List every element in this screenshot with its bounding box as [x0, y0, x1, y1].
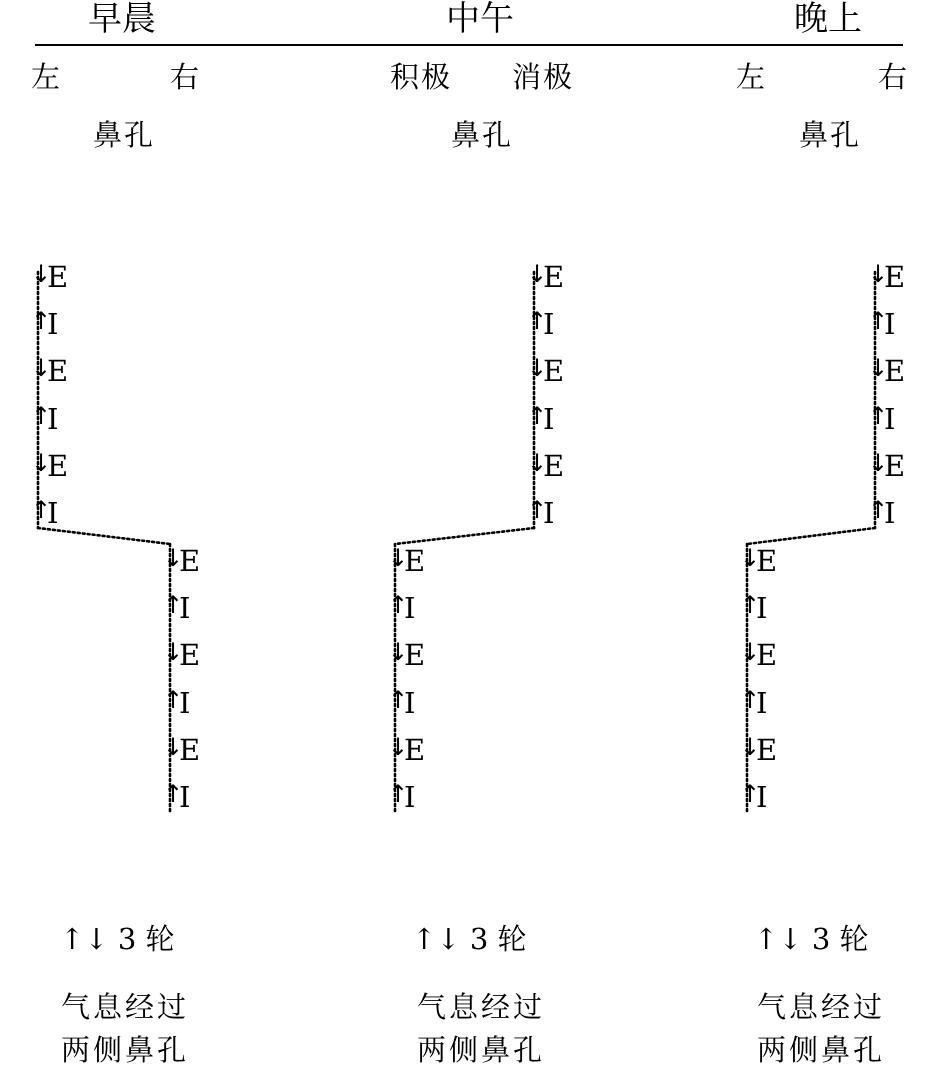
evening-upper-step-5-label: I — [884, 496, 896, 530]
morning-upper-step-3-arrow: ↑ — [31, 401, 52, 430]
evening-upper-step-3-label: I — [884, 401, 896, 436]
morning-right-label: 右 — [170, 60, 200, 94]
evening-lower-step-0-label: E — [756, 544, 778, 578]
evening-upper-step-2-arrow: ↓ — [868, 354, 889, 383]
morning-nostril-label: 鼻孔 — [93, 118, 156, 152]
noon-upper-step-1-arrow: ↑ — [527, 307, 548, 336]
morning-lower-step-1-label: I — [179, 591, 191, 626]
noon-lower-step-3-label: I — [404, 685, 416, 720]
evening-rounds: ↑↓ 3 轮 — [754, 922, 869, 956]
morning-lower-step-5-label: I — [179, 780, 191, 814]
evening-lower-step-5-arrow: ↑ — [740, 780, 761, 808]
morning-lower-step-0-arrow: ↓ — [163, 544, 184, 572]
noon-passive-label: 消极 — [512, 60, 575, 94]
noon-crossover — [395, 528, 534, 544]
morning-lower-step-0-label: E — [179, 544, 201, 578]
morning-lower-step-3-arrow: ↑ — [163, 685, 184, 714]
title-noon: 中午 — [446, 0, 514, 39]
evening-lower-step-4-label: E — [756, 732, 778, 767]
noon-rounds: ↑↓ 3 轮 — [412, 922, 527, 956]
evening-crossover — [747, 528, 875, 544]
morning-lower-step-4-label: E — [179, 732, 201, 767]
evening-lower-step-3-arrow: ↑ — [740, 685, 761, 714]
evening-upper-step-0-label: E — [884, 260, 906, 294]
noon-note-line1: 气息经过 — [417, 990, 546, 1024]
evening-note-line1: 气息经过 — [757, 990, 886, 1024]
noon-upper-step-4-arrow: ↓ — [527, 448, 548, 477]
noon-active-label: 积极 — [390, 60, 453, 94]
noon-upper-step-3-arrow: ↑ — [527, 401, 548, 430]
evening-lower-step-4-arrow: ↓ — [740, 732, 761, 761]
noon-upper-step-4-label: E — [543, 448, 565, 483]
noon-lower-step-2-arrow: ↓ — [388, 638, 409, 667]
noon-lower-step-0-arrow: ↓ — [388, 544, 409, 572]
evening-left-label: 左 — [736, 60, 766, 94]
evening-upper-step-1-arrow: ↑ — [868, 307, 889, 336]
morning-lower-step-3-label: I — [179, 685, 191, 720]
morning-left-label: 左 — [31, 60, 61, 94]
noon-upper-step-5-label: I — [543, 496, 555, 530]
evening-lower-step-1-arrow: ↑ — [740, 591, 761, 620]
evening-lower-step-3-label: I — [756, 685, 768, 720]
morning-lower-step-5-arrow: ↑ — [163, 780, 184, 808]
morning-upper-step-3-label: I — [47, 401, 59, 436]
noon-upper-step-3-label: I — [543, 401, 555, 436]
morning-upper-step-0-label: E — [47, 260, 69, 294]
noon-lower-step-3-arrow: ↑ — [388, 685, 409, 714]
evening-upper-step-3-arrow: ↑ — [868, 401, 889, 430]
noon-nostril-label: 鼻孔 — [451, 118, 514, 152]
morning-upper-step-2-label: E — [47, 354, 69, 389]
morning-upper-step-4-arrow: ↓ — [31, 448, 52, 477]
morning-note-line1: 气息经过 — [61, 990, 190, 1024]
noon-upper-step-0-arrow: ↓ — [527, 260, 548, 288]
noon-upper-step-2-arrow: ↓ — [527, 354, 548, 383]
evening-upper-step-4-label: E — [884, 448, 906, 483]
evening-lower-step-5-label: I — [756, 780, 768, 814]
evening-lower-step-2-arrow: ↓ — [740, 638, 761, 667]
evening-upper-step-5-arrow: ↑ — [868, 496, 889, 524]
noon-lower-step-5-arrow: ↑ — [388, 780, 409, 808]
morning-upper-step-2-arrow: ↓ — [31, 354, 52, 383]
morning-upper-step-1-label: I — [47, 307, 59, 342]
noon-lower-step-1-arrow: ↑ — [388, 591, 409, 620]
evening-upper-step-4-arrow: ↓ — [868, 448, 889, 477]
noon-upper-step-0-label: E — [543, 260, 565, 294]
morning-lower-step-2-arrow: ↓ — [163, 638, 184, 667]
evening-lower-step-0-arrow: ↓ — [740, 544, 761, 572]
noon-lower-step-5-label: I — [404, 780, 416, 814]
morning-crossover — [38, 528, 170, 544]
noon-lower-step-2-label: E — [404, 638, 426, 673]
evening-upper-step-2-label: E — [884, 354, 906, 389]
evening-lower-step-1-label: I — [756, 591, 768, 626]
morning-upper-step-1-arrow: ↑ — [31, 307, 52, 336]
title-evening: 晚上 — [794, 0, 862, 39]
noon-upper-step-5-arrow: ↑ — [527, 496, 548, 524]
noon-lower-step-4-label: E — [404, 732, 426, 767]
morning-rounds: ↑↓ 3 轮 — [60, 922, 175, 956]
evening-right-label: 右 — [878, 60, 908, 94]
morning-note-line2: 两侧鼻孔 — [61, 1033, 190, 1067]
morning-lower-step-1-arrow: ↑ — [163, 591, 184, 620]
noon-lower-step-1-label: I — [404, 591, 416, 626]
morning-upper-step-4-label: E — [47, 448, 69, 483]
morning-upper-step-5-arrow: ↑ — [31, 496, 52, 524]
morning-upper-step-5-label: I — [47, 496, 59, 530]
morning-lower-step-2-label: E — [179, 638, 201, 673]
noon-upper-step-2-label: E — [543, 354, 565, 389]
evening-upper-step-0-arrow: ↓ — [868, 260, 889, 288]
morning-lower-step-4-arrow: ↓ — [163, 732, 184, 761]
evening-nostril-label: 鼻孔 — [799, 118, 862, 152]
morning-upper-step-0-arrow: ↓ — [31, 260, 52, 288]
noon-lower-step-0-label: E — [404, 544, 426, 578]
noon-upper-step-1-label: I — [543, 307, 555, 342]
evening-lower-step-2-label: E — [756, 638, 778, 673]
noon-lower-step-4-arrow: ↓ — [388, 732, 409, 761]
title-morning: 早晨 — [88, 0, 156, 39]
evening-upper-step-1-label: I — [884, 307, 896, 342]
noon-note-line2: 两侧鼻孔 — [417, 1033, 546, 1067]
evening-note-line2: 两侧鼻孔 — [757, 1033, 886, 1067]
